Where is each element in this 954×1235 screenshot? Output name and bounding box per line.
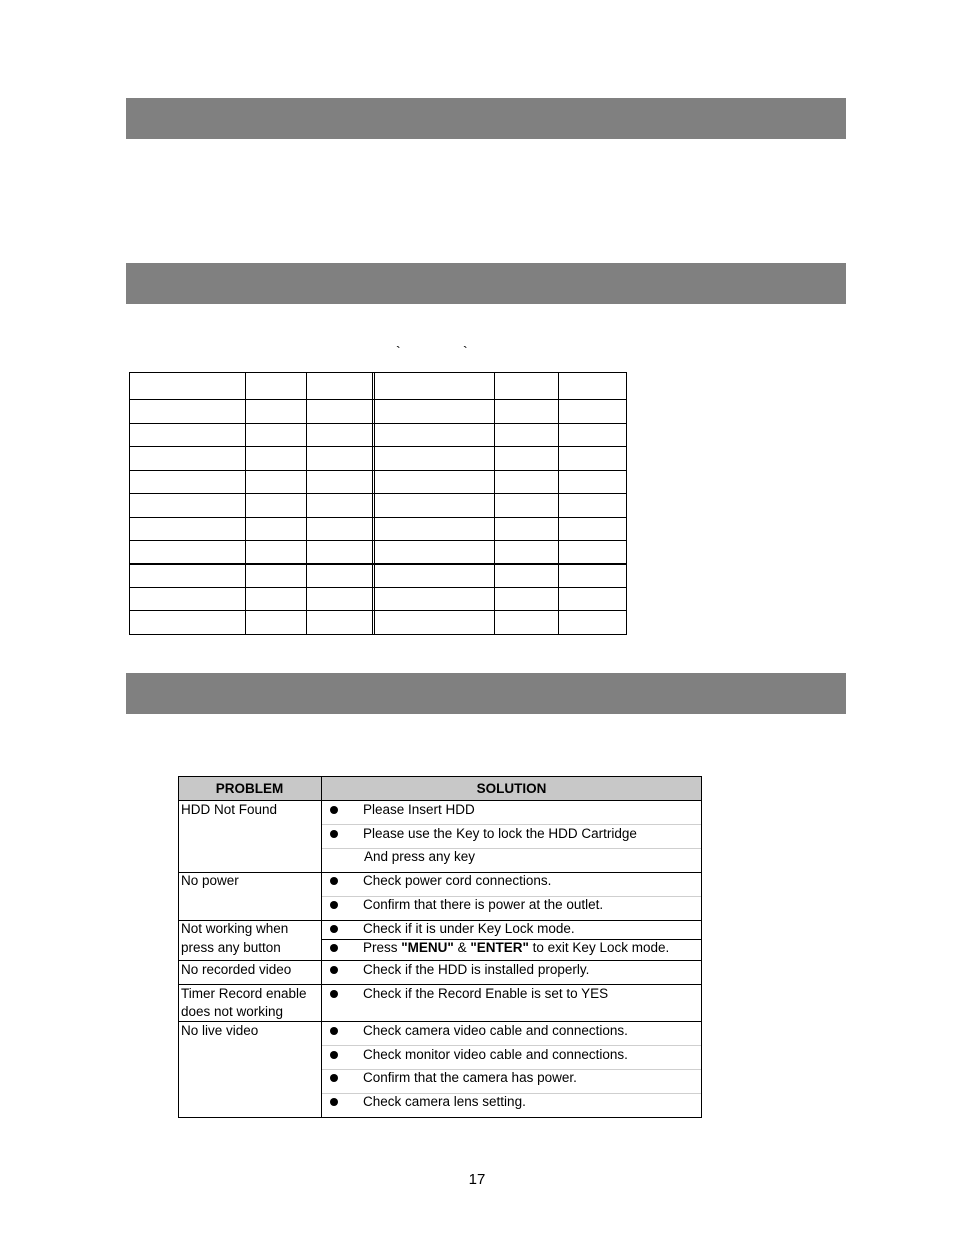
solution-text: Check if it is under Key Lock mode. [363,921,575,936]
problem-header: PROBLEM [215,781,284,796]
solution-text-keylock [363,939,669,956]
bullet-icon [330,806,338,814]
solution-text: Check camera lens setting. [363,1094,526,1109]
bullet-icon [330,966,338,974]
problem-cell: HDD Not Found [181,802,278,817]
section-header-bar-2 [126,263,846,304]
bullet-icon [330,1027,338,1035]
page-number: 17 [468,1171,486,1188]
keylock-text: to exit Key Lock mode. [528,940,670,955]
solution-text: Confirm that the camera has power. [363,1070,577,1085]
problem-cell: does not working [181,1004,284,1019]
problem-cell: Not working when [181,921,289,936]
bullet-icon [330,990,338,998]
bullet-icon [330,877,338,885]
enter-key-label: "ENTER" [470,940,529,955]
solution-text: Confirm that there is power at the outlet. [363,897,604,912]
keylock-text: Press [363,940,402,955]
solution-header: SOLUTION [476,781,547,796]
bullet-icon [330,901,338,909]
bullet-icon [330,1051,338,1059]
bullet-icon [330,1074,338,1082]
problem-cell: No power [181,873,239,888]
bullet-icon [330,1098,338,1106]
solution-text-continuation: And press any key [364,849,476,864]
section-header-bar-3 [126,673,846,714]
solution-text: Check power cord connections. [363,873,552,888]
problem-cell: Timer Record enable [181,986,307,1001]
bullet-icon [330,830,338,838]
bullet-icon [330,944,338,952]
solution-text: Check camera video cable and connections. [363,1023,628,1038]
solution-text: Check if the HDD is installed properly. [363,962,590,977]
problem-cell: No recorded video [181,962,292,977]
solution-text: Check monitor video cable and connections. [363,1047,628,1062]
problem-cell: No live video [181,1023,259,1038]
keylock-text: & [453,940,471,955]
solution-text: Check if the Record Enable is set to YES [363,986,609,1001]
problem-cell: press any button [181,940,281,955]
solution-text: Please use the Key to lock the HDD Cartridge [363,826,637,841]
troubleshooting-table [178,776,702,1118]
backtick-mark: ` [396,343,401,359]
menu-key-label: "MENU" [401,940,454,955]
section-header-bar-1 [126,98,846,139]
bullet-icon [330,925,338,933]
empty-grid-table [129,372,627,635]
backtick-mark: ` [463,343,468,359]
solution-text: Please Insert HDD [363,802,475,817]
